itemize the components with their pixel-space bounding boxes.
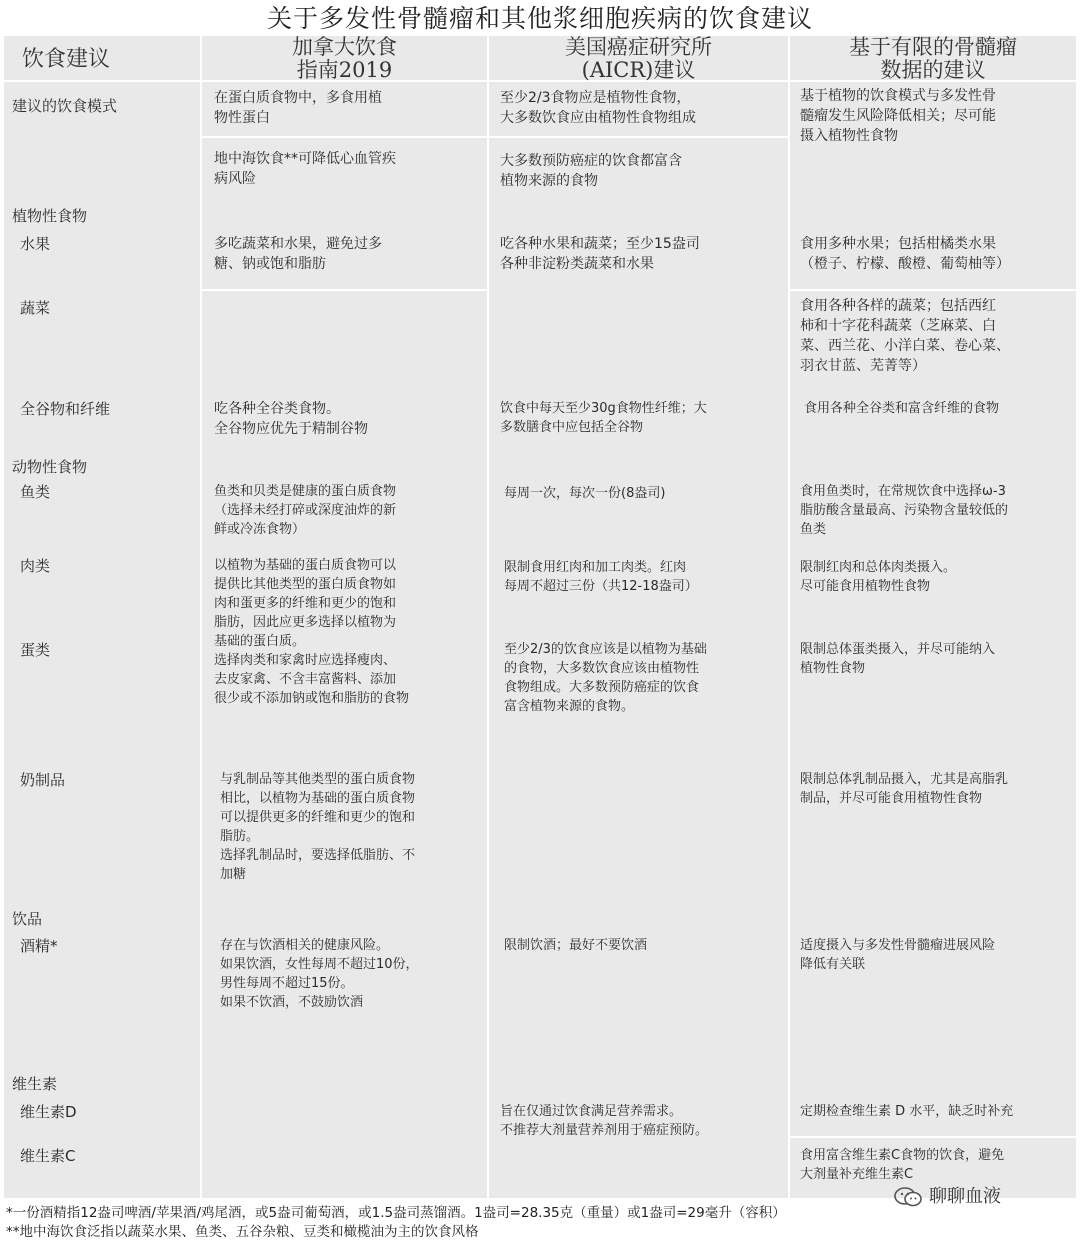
cell-vitc-myeloma: 食用富含维生素C食物的饮食，避免 大剂量补充维生素C [800,1148,1005,1182]
cell-alcohol-aicr: 限制饮酒；最好不要饮酒 [504,938,648,953]
row-label-vitamin-c: 维生素C [20,1147,76,1165]
cell-grain-myeloma: 食用各种全谷类和富含纤维的食物 [804,401,1000,416]
cell-vitd-myeloma: 定期检查维生素 D 水平，缺乏时补充 [800,1104,1014,1119]
row-divider [790,289,1076,291]
row-label-vitamin-d: 维生素D [20,1103,77,1121]
row-label-fruit: 水果 [20,235,51,253]
column-divider [487,36,489,1198]
header-myeloma-data: 基于有限的骨髓瘤 数据的建议 [849,35,1017,82]
cell-fish-canada: 鱼类和贝类是健康的蛋白质食物 （选择未经打碎或深度油炸的新 鲜或冷冻食物） [214,484,397,537]
cell-fruit-canada: 多吃蔬菜和水果，避免过多 糖、钠或饱和脂肪 [214,236,382,272]
cell-pattern-aicr-2: 大多数预防癌症的饮食都富含 植物来源的食物 [500,153,682,189]
cell-meat-canada: 以植物为基础的蛋白质食物可以 提供比其他类型的蛋白质食物如 肉和蛋更多的纤维和更少的饱和 脂肪，因此应更多选择以植物为 基础的蛋白质。 选择肉类和家禽时应选择瘦肉、 去皮家禽、不含丰富酱料、添加 很少或不添加钠或饱和脂肪的食物 [214,558,410,706]
header-aicr: 美国癌症研究所 (AICR)建议 [565,35,712,82]
cell-veg-myeloma: 食用各种各样的蔬菜；包括西红 柿和十字花科蔬菜（芝麻菜、白 菜、西兰花、小洋白菜、卷心菜、 羽衣甘蓝、芜菁等） [800,298,1010,374]
cell-pattern-canada-2: 地中海饮食**可降低心血管疾 病风险 [214,151,396,187]
cell-fish-myeloma: 食用鱼类时，在常规饮食中选择ω-3 脂肪酸含量最高、污染物含量较低的 鱼类 [800,484,1009,537]
cell-grain-canada: 吃各种全谷类食物。 全谷物应优先于精制谷物 [214,401,368,437]
section-animal-foods: 动物性食物 [12,458,88,476]
section-vitamins: 维生素 [12,1075,58,1093]
header-canada-guide: 加拿大饮食 指南2019 [292,35,397,82]
cell-pattern-canada-1: 在蛋白质食物中，多食用植 物性蛋白 [214,90,382,126]
cell-alcohol-myeloma: 适度摄入与多发性骨髓瘤进展风险 降低有关联 [800,938,996,972]
cell-egg-aicr: 至少2/3的饮食应该是以植物为基础 的食物，大多数饮食应该由植物性 食物组成。大多数预防癌症的饮食 富含植物来源的食物。 [504,642,707,714]
section-plant-foods: 植物性食物 [12,207,88,225]
cell-fish-aicr: 每周一次，每次一份(8盎司) [504,486,666,501]
row-label-diet-pattern: 建议的饮食模式 [12,97,118,115]
cell-grain-aicr: 饮食中每天至少30g食物性纤维；大 多数膳食中应包括全谷物 [500,401,707,435]
row-label-vegetables: 蔬菜 [20,299,51,317]
cell-pattern-aicr-1: 至少2/3食物应是植物性食物， 大多数饮食应由植物性食物组成 [500,90,696,126]
watermark-text: 聊聊血液 [929,1186,1001,1207]
row-label-meat: 肉类 [20,557,51,575]
cell-meat-aicr: 限制食用红肉和加工肉类。红肉 每周不超过三份（共12-18盎司） [504,560,698,594]
diet-table [4,36,1076,1198]
cell-vitd-aicr: 旨在仅通过饮食满足营养需求。 不推荐大剂量营养剂用于癌症预防。 [500,1104,709,1138]
row-label-dairy: 奶制品 [20,771,66,789]
cell-egg-myeloma: 限制总体蛋类摄入，并尽可能纳入 植物性食物 [800,642,996,676]
row-divider [202,136,487,138]
row-label-fish: 鱼类 [20,483,51,501]
section-drinks: 饮品 [12,910,43,928]
footnote-alcohol: *一份酒精指12盎司啤酒/苹果酒/鸡尾酒，或5盎司葡萄酒，或1.5盎司蒸馏酒。1盎司=28.35克（重量）或1盎司=29毫升（容积） [6,1205,786,1221]
row-divider [202,289,487,291]
footnote-mediterranean: **地中海饮食泛指以蔬菜水果、鱼类、五谷杂粮、豆类和橄榄油为主的饮食风格 [6,1224,479,1240]
row-divider [489,136,788,138]
watermark [893,1179,1043,1215]
cell-fruit-myeloma: 食用多种水果；包括柑橘类水果 （橙子、柠檬、酸橙、葡萄柚等） [800,236,1010,272]
page-title: 关于多发性骨髓瘤和其他浆细胞疾病的饮食建议 [266,4,813,33]
column-divider [200,36,202,1198]
wechat-icon [893,1186,923,1208]
cell-dairy-canada: 与乳制品等其他类型的蛋白质食物 相比，以植物为基础的蛋白质食物 可以提供更多的纤维和更少的饱和 脂肪。 选择乳制品时，要选择低脂肪、不 加糖 [220,772,416,882]
cell-meat-myeloma: 限制红肉和总体肉类摄入。 尽可能食用植物性食物 [800,560,957,594]
cell-dairy-myeloma: 限制总体乳制品摄入，尤其是高脂乳 制品，并尽可能食用植物性食物 [800,772,1009,806]
header-diet-advice: 饮食建议 [22,47,111,72]
column-divider [788,36,790,1198]
cell-fruit-aicr: 吃各种水果和蔬菜；至少15盎司 各种非淀粉类蔬菜和水果 [500,236,700,272]
row-label-eggs: 蛋类 [20,641,51,659]
row-label-alcohol: 酒精* [20,937,58,955]
row-divider [790,1136,1076,1138]
row-label-whole-grains: 全谷物和纤维 [20,400,111,418]
cell-pattern-myeloma: 基于植物的饮食模式与多发性骨 髓瘤发生风险降低相关；尽可能 摄入植物性食物 [800,88,996,144]
cell-alcohol-canada: 存在与饮酒相关的健康风险。 如果饮酒，女性每周不超过10份， 男性每周不超过15份。 如果不饮酒，不鼓励饮酒 [220,938,419,1010]
